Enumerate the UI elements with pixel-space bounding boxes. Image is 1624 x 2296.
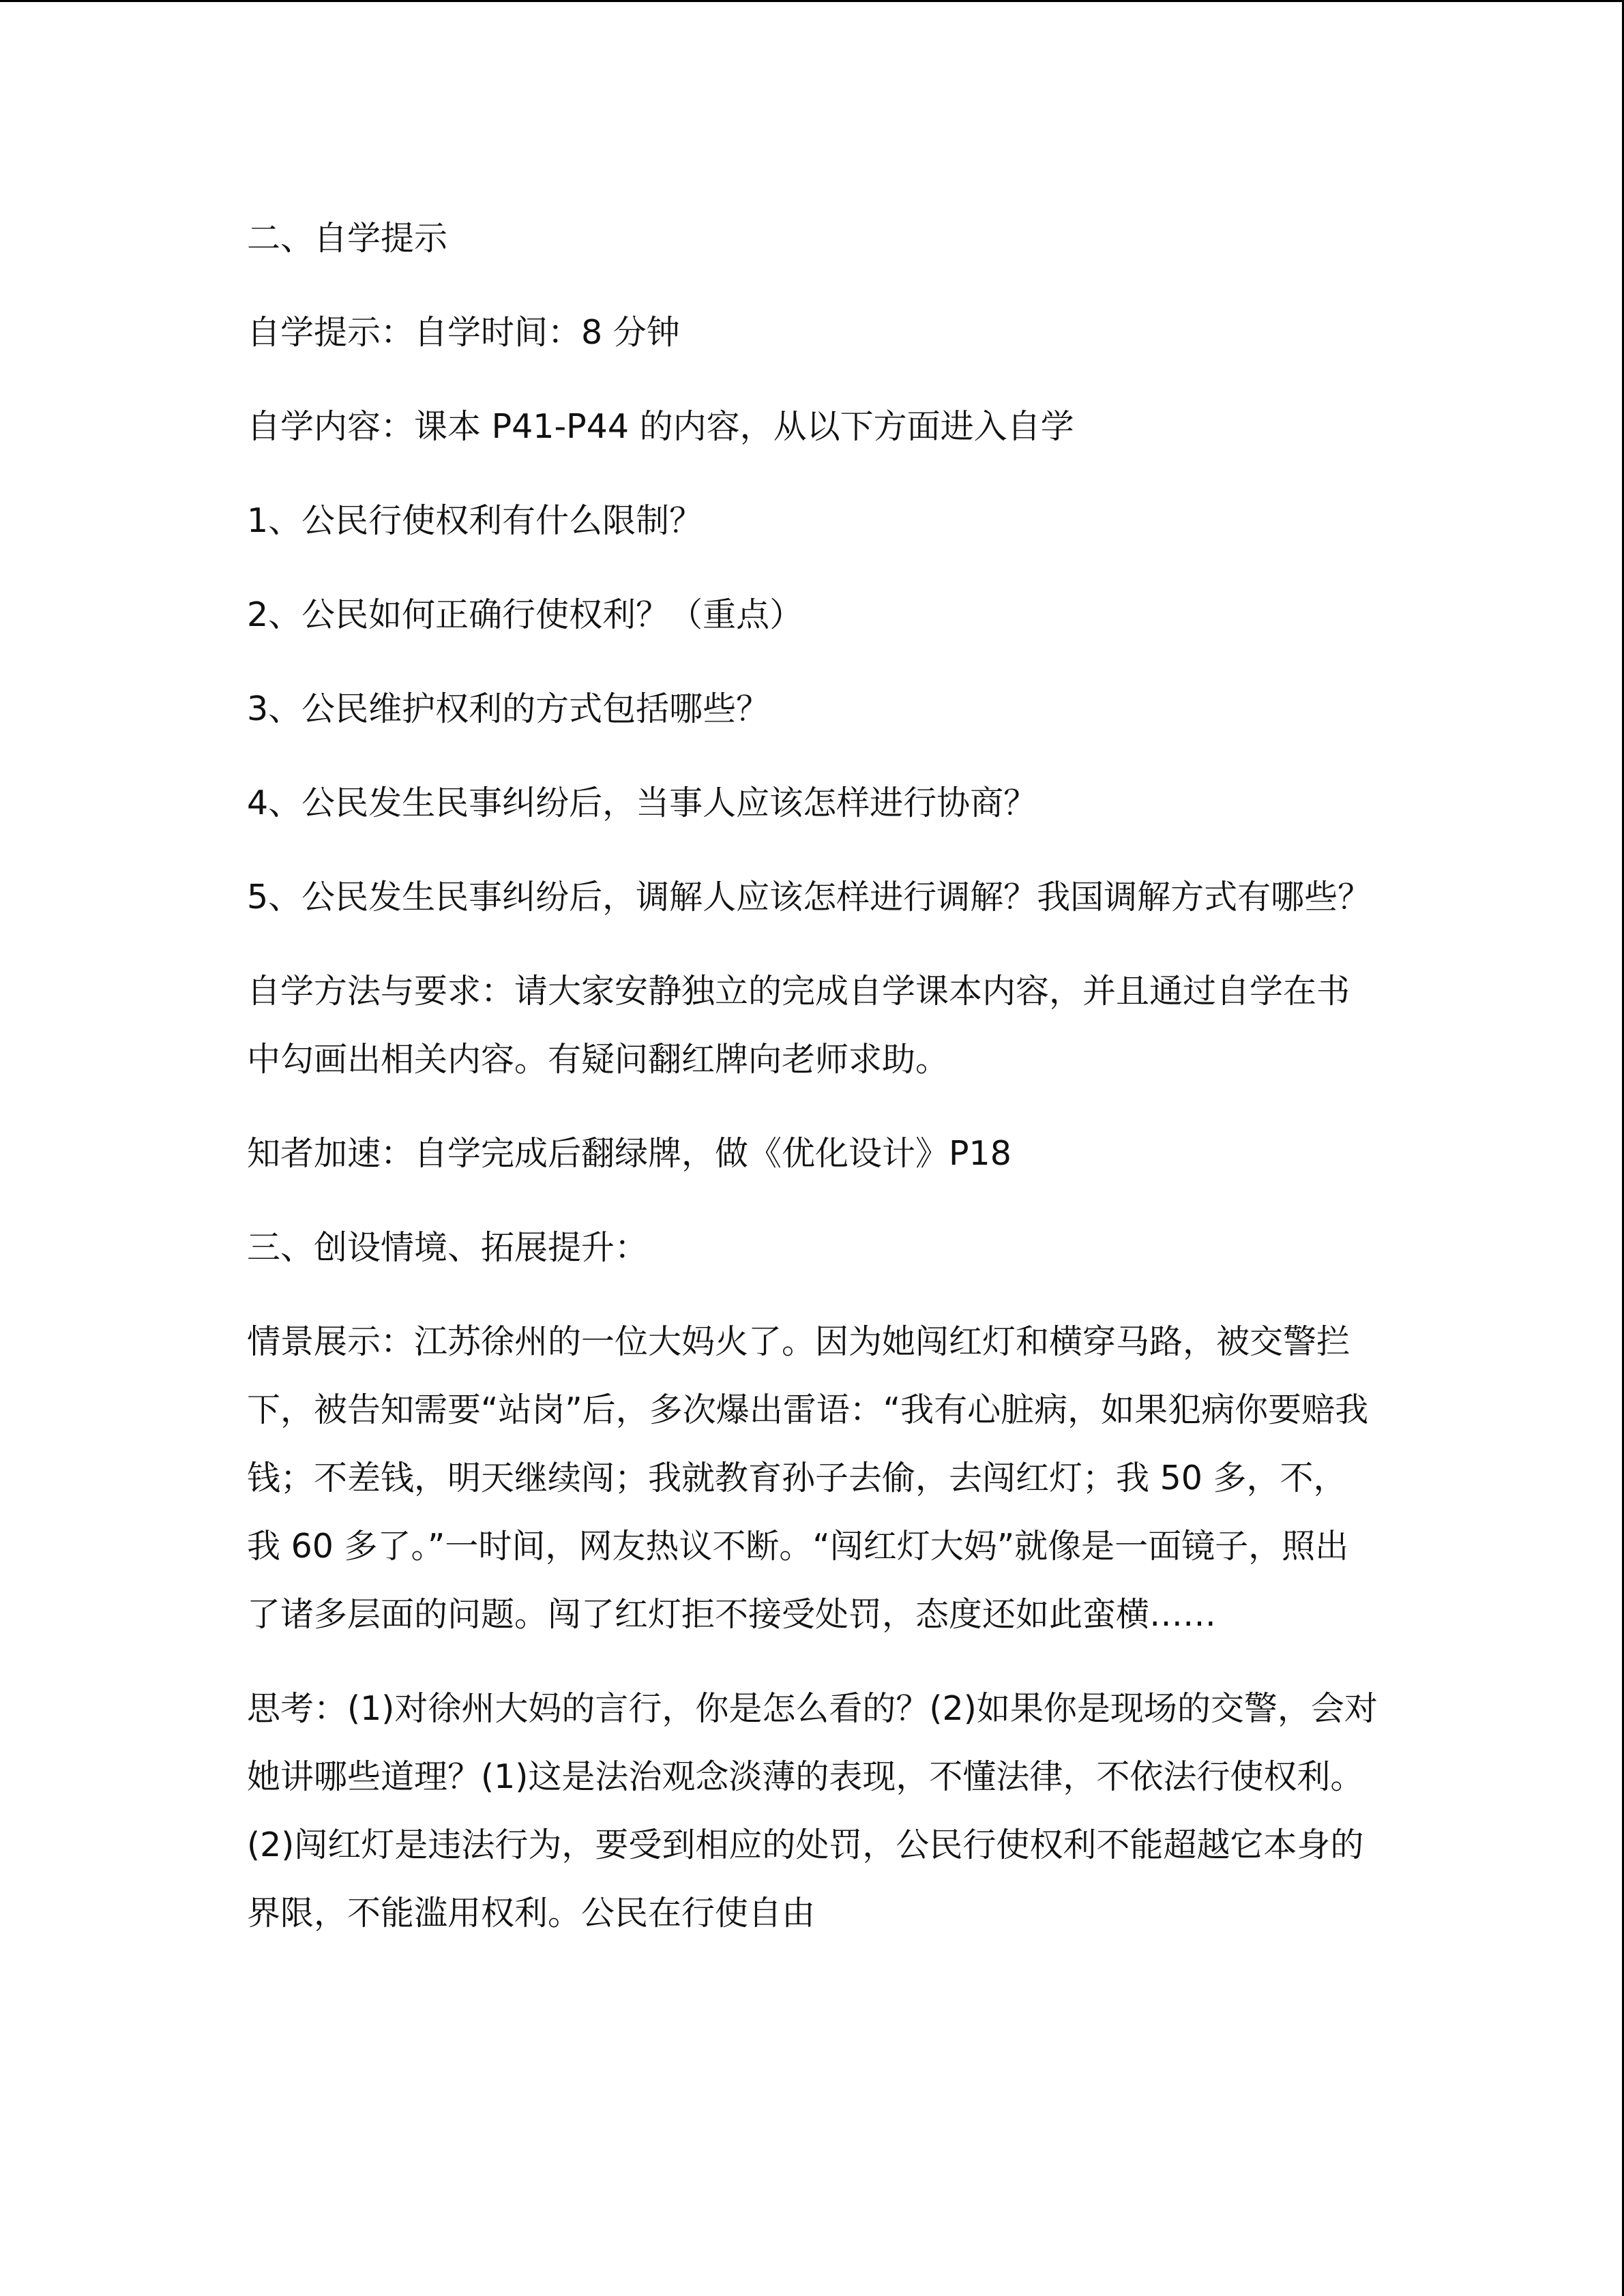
scenario-text: 情景展示：江苏徐州的一位大妈火了。因为她闯红灯和横穿马路，被交警拦下，被告知需要“站岗”后，多次爆出雷语：“我有心脏病，如果犯病你要赔我钱；不差钱，明天继续闯；我就教育孙子去偷，去闯红灯；我 50 多，不，我 60 多了。”一时间，网友热议不断。“闯红灯大妈”就像是一面镜子，照出了诸多层面的问题。闯了红灯拒不接受处罚，态度还如此蛮横…… [247, 1322, 1369, 1634]
question-1: 1、公民行使权利有什么限制？ [247, 501, 703, 540]
section-heading-self-study: 二、自学提示 [247, 219, 448, 258]
question-4: 4、公民发生民事纠纷后，当事人应该怎样进行协商？ [247, 784, 1037, 822]
section-heading-scenario: 三、创设情境、拓展提升： [247, 1228, 649, 1267]
self-study-time: 自学提示：自学时间：8 分钟 [247, 313, 680, 352]
document-page [247, 205, 1379, 1948]
self-study-content: 自学内容：课本 P41-P44 的内容，从以下方面进入自学 [247, 407, 1074, 446]
question-3: 3、公民维护权利的方式包括哪些？ [247, 689, 770, 728]
self-study-method: 自学方法与要求：请大家安静独立的完成自学课本内容，并且通过自学在书中勾画出相关内容。有疑问翻红牌向老师求助。 [247, 972, 1350, 1079]
question-5: 5、公民发生民事纠纷后，调解人应该怎样进行调解？我国调解方式有哪些？ [247, 878, 1372, 916]
question-2: 2、公民如何正确行使权利？（重点） [247, 595, 803, 634]
page-top-border [0, 0, 1624, 2]
fast-learner-task: 知者加速：自学完成后翻绿牌，做《优化设计》P18 [247, 1134, 1012, 1173]
thinking-questions: 思考：(1)对徐州大妈的言行，你是怎么看的？(2)如果你是现场的交警，会对她讲哪些道理？(1)这是法治观念淡薄的表现，不懂法律，不依法行使权利。(2)闯红灯是违法行为，要受到相应的处罚，公民行使权利不能超越它本身的界限，不能滥用权利。公民在行使自由 [247, 1689, 1378, 1933]
